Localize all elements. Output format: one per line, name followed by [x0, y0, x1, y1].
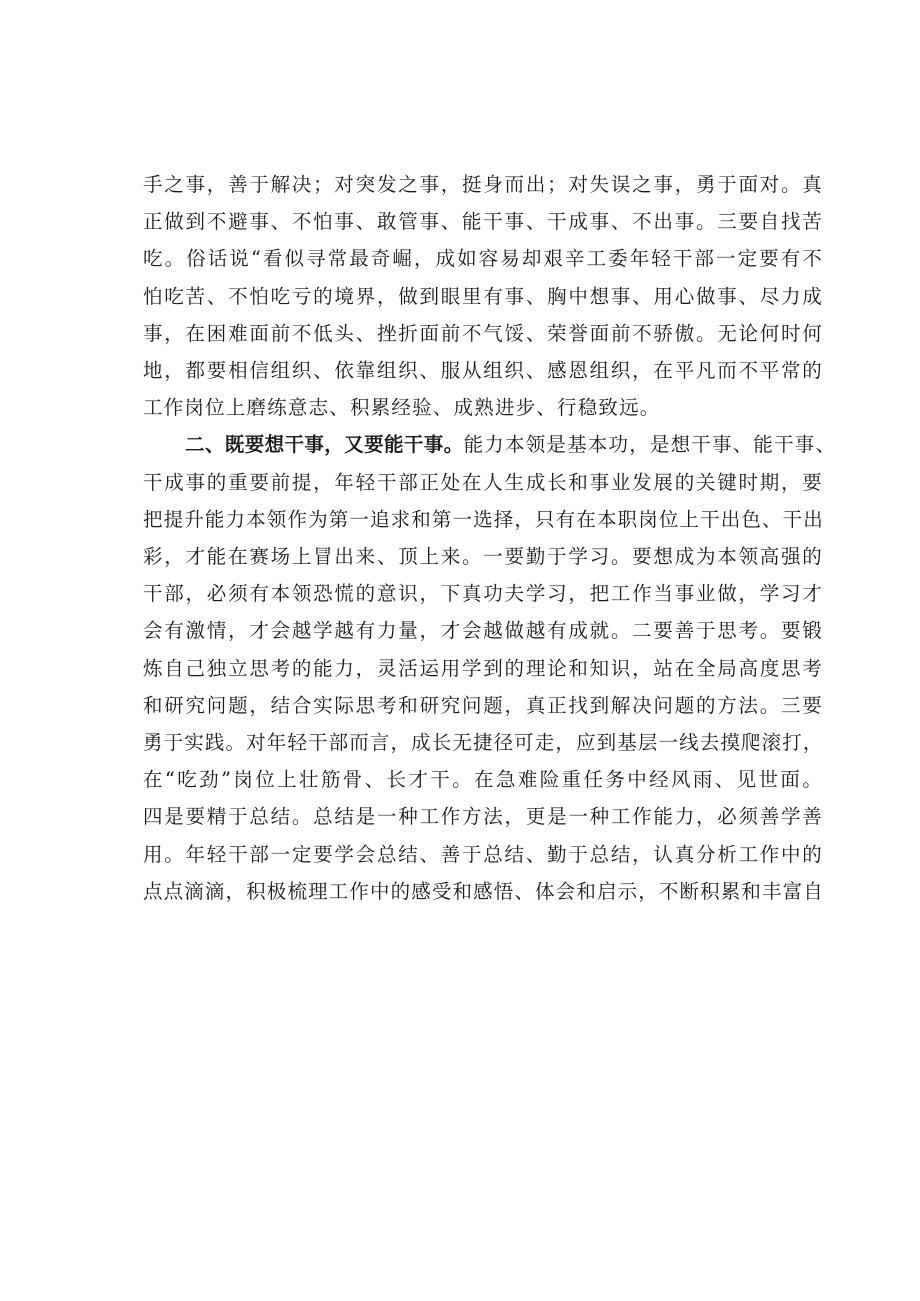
text-line: 炼自己独立思考的能力，灵活运用学到的理论和知识，站在全局高度思考 — [143, 656, 823, 680]
text-line: 用。年轻干部一定要学会总结、善于总结、勤于总结，认真分析工作中的 — [143, 842, 823, 866]
paragraph-continuation — [143, 166, 823, 426]
text-line: 干部，必须有本领恐慌的意识，下真功夫学习，把工作当事业做，学习才 — [143, 582, 823, 606]
text-line: 地，都要相信组织、依靠组织、服从组织、感恩组织，在平凡而不平常的 — [143, 359, 823, 383]
text-line: 和研究问题，结合实际思考和研究问题，真正找到解决问题的方法。三要 — [143, 693, 823, 717]
text-line: 正做到不避事、不怕事、敢管事、能干事、干成事、不出事。三要自找苦 — [143, 210, 823, 234]
text-line: 工作岗位上磨练意志、积累经验、成熟进步、行稳致远。 — [143, 396, 661, 420]
text-line: 干成事的重要前提，年轻干部正处在人生成长和事业发展的关键时期，要 — [143, 470, 823, 494]
text-line: 把提升能力本领作为第一追求和第一选择，只有在本职岗位上干出色、干出 — [143, 507, 823, 531]
text-line: 四是要精于总结。总结是一种工作方法，更是一种工作能力，必须善学善 — [143, 805, 823, 829]
paragraph-section-two — [143, 426, 837, 910]
text-line: 勇于实践。对年轻干部而言，成长无捷径可走，应到基层一线去摸爬滚打， — [143, 731, 823, 755]
text-line: 彩，才能在赛场上冒出来、顶上来。一要勤于学习。要想成为本领高强的 — [143, 545, 823, 569]
text-line: 吃。俗话说“看似寻常最奇崛，成如容易却艰辛工委年轻干部一定要有不 — [143, 247, 823, 271]
text-line: 手之事，善于解决；对突发之事，挺身而出；对失误之事，勇于面对。真 — [143, 173, 823, 196]
text-line: 会有激情，才会越学越有力量，才会越做越有成就。二要善于思考。要锻 — [143, 619, 823, 643]
text-run: 能力本领是基本功，是想干事、能干事、 — [463, 433, 837, 457]
first-line — [143, 426, 837, 463]
body-text — [143, 166, 837, 910]
text-line: 怕吃苦、不怕吃亏的境界，做到眼里有事、胸中想事、用心做事、尽力成 — [143, 284, 823, 308]
text-line: 点点滴滴，积极梳理工作中的感受和感悟、体会和启示，不断积累和丰富自 — [143, 879, 823, 903]
text-line: 在“吃劲”岗位上壮筋骨、长才干。在急难险重任务中经风雨、见世面。 — [143, 768, 823, 792]
text-line: 事，在困难面前不低头、挫折面前不气馁、荣誉面前不骄傲。无论何时何 — [143, 321, 823, 345]
section-heading: 二、既要想干事，又要能干事。 — [185, 433, 464, 457]
